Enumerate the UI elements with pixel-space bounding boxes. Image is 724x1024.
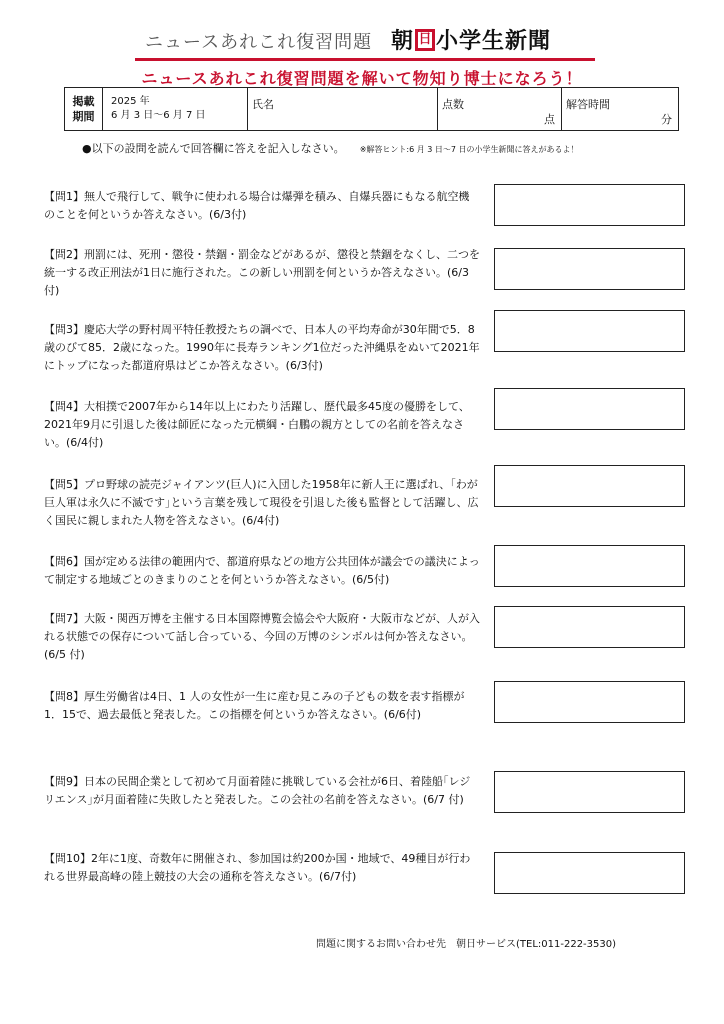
question-text: 厚生労働省は4日、1 人の女性が一生に産む見こみの子どもの数を表す指標が1．15で、過去最低と発表した。この指標を何というか答えなさい。(6/6付) <box>44 690 465 721</box>
header <box>135 18 595 62</box>
logo-mark: 日 <box>415 29 435 51</box>
question-number: 【問10】 <box>44 852 91 865</box>
question-number: 【問9】 <box>44 775 84 788</box>
question-number: 【問4】 <box>44 400 84 413</box>
answer-box-4[interactable] <box>494 388 685 430</box>
score-unit: 点 <box>544 113 555 126</box>
question-number: 【問8】 <box>44 690 84 703</box>
logo-text-pre: 朝 <box>391 29 415 54</box>
subtitle: ニュースあれこれ復習問題を解いて物知り博士になろう！ <box>141 69 583 88</box>
answer-box-6[interactable] <box>494 545 685 587</box>
question-6 <box>44 553 480 589</box>
period-label-2: 期間 <box>72 110 95 123</box>
question-number: 【問7】 <box>44 612 84 625</box>
question-text: 無人で飛行して、戦争に使われる場合は爆弾を積み、自爆兵器にもなる航空機のことを何というか答えなさい。(6/3付) <box>44 190 470 221</box>
answer-box-7[interactable] <box>494 606 685 648</box>
time-field[interactable] <box>562 88 678 130</box>
period-dates-cell <box>103 88 248 130</box>
question-number: 【問5】 <box>44 478 84 491</box>
question-text: 大阪・関西万博を主催する日本国際博覧会協会や大阪府・大阪市などが、人が入れる状態での保存について話し合っている、今回の万博のシンボルは何か答えなさい。(6/5 付) <box>44 612 480 661</box>
period-label-1: 掲載 <box>72 95 95 108</box>
info-table <box>64 87 679 131</box>
question-number: 【問2】 <box>44 248 84 261</box>
answer-box-9[interactable] <box>494 771 685 813</box>
newspaper-logo <box>391 24 551 55</box>
answer-box-3[interactable] <box>494 310 685 352</box>
period-year: 2025 年 <box>111 96 150 107</box>
question-9 <box>44 773 480 809</box>
header-rule <box>135 58 595 61</box>
period-label-cell <box>65 88 103 130</box>
score-label: 点数 <box>442 98 464 111</box>
header-title: ニュースあれこれ復習問題 <box>145 32 373 53</box>
question-1 <box>44 188 480 224</box>
answer-box-5[interactable] <box>494 465 685 507</box>
question-10 <box>44 850 480 886</box>
question-text: プロ野球の読売ジャイアンツ(巨人)に入団した1958年に新人王に選ばれ、｢わが巨人軍は永久に不滅です｣という言葉を残して現役を引退した後も監督として活躍し、広く国民に親しまれた人物を答えなさい。(6/4付) <box>44 478 479 527</box>
question-text: 大相撲で2007年から14年以上にわたり活躍し、歴代最多45度の優勝をして、2021年9月に引退した後は師匠になった元横綱・白鵬の親方としての名前を答えなさい。(6/4付) <box>44 400 470 449</box>
question-3 <box>44 321 480 375</box>
question-text: 2年に1度、奇数年に開催され、参加国は約200か国・地域で、49種目が行われる世界最高峰の陸上競技の大会の通称を答えなさい。(6/7付) <box>44 852 471 883</box>
question-number: 【問3】 <box>44 323 84 336</box>
question-text: 国が定める法律の範囲内で、都道府県などの地方公共団体が議会での議決によって制定する地域ごとのきまりのことを何というか答えなさい。(6/5付) <box>44 555 480 586</box>
question-2 <box>44 246 480 300</box>
question-number: 【問1】 <box>44 190 84 203</box>
question-text: 日本の民間企業として初めて月面着陸に挑戦している会社が6日、着陸船｢レジリエンス｣が月面着陸に失敗したと発表した。この会社の名前を答えなさい。(6/7 付) <box>44 775 471 806</box>
answer-box-1[interactable] <box>494 184 685 226</box>
instructions-main: ●以下の設問を読んで回答欄に答えを記入しなさい。 <box>82 142 345 155</box>
instructions-hint: ※解答ヒント:6 月 3 日～7 日の小学生新聞に答えがあるよ！ <box>359 145 579 154</box>
period-dates: 6 月 3 日～6 月 7 日 <box>111 110 206 121</box>
question-5 <box>44 476 480 530</box>
question-8 <box>44 688 480 724</box>
logo-text-post: 小学生新聞 <box>436 29 552 54</box>
answer-box-8[interactable] <box>494 681 685 723</box>
question-text: 慶応大学の野村周平特任教授たちの調べで、日本人の平均寿命が30年間で5．8歳のびて85．2歳になった。1990年に長寿ランキング1位だった沖縄県をぬいて2021年にトップになった都道府県はどこか答えなさい。(6/3付) <box>44 323 480 372</box>
instructions <box>82 137 579 156</box>
answer-box-2[interactable] <box>494 248 685 290</box>
score-field[interactable] <box>438 88 562 130</box>
question-7 <box>44 610 480 664</box>
time-unit: 分 <box>661 113 672 126</box>
answer-box-10[interactable] <box>494 852 685 894</box>
question-number: 【問6】 <box>44 555 84 568</box>
footer-contact: 問題に関するお問い合わせ先 朝日サービス(TEL:011-222-3530) <box>316 939 617 950</box>
name-field[interactable] <box>248 88 438 130</box>
question-4 <box>44 398 480 452</box>
time-label: 解答時間 <box>566 98 610 111</box>
name-label: 氏名 <box>252 98 274 111</box>
question-text: 刑罰には、死刑・懲役・禁錮・罰金などがあるが、懲役と禁錮をなくし、二つを統一する改正刑法が1日に施行された。この新しい刑罰を何というか答えなさい。(6/3付) <box>44 248 480 297</box>
